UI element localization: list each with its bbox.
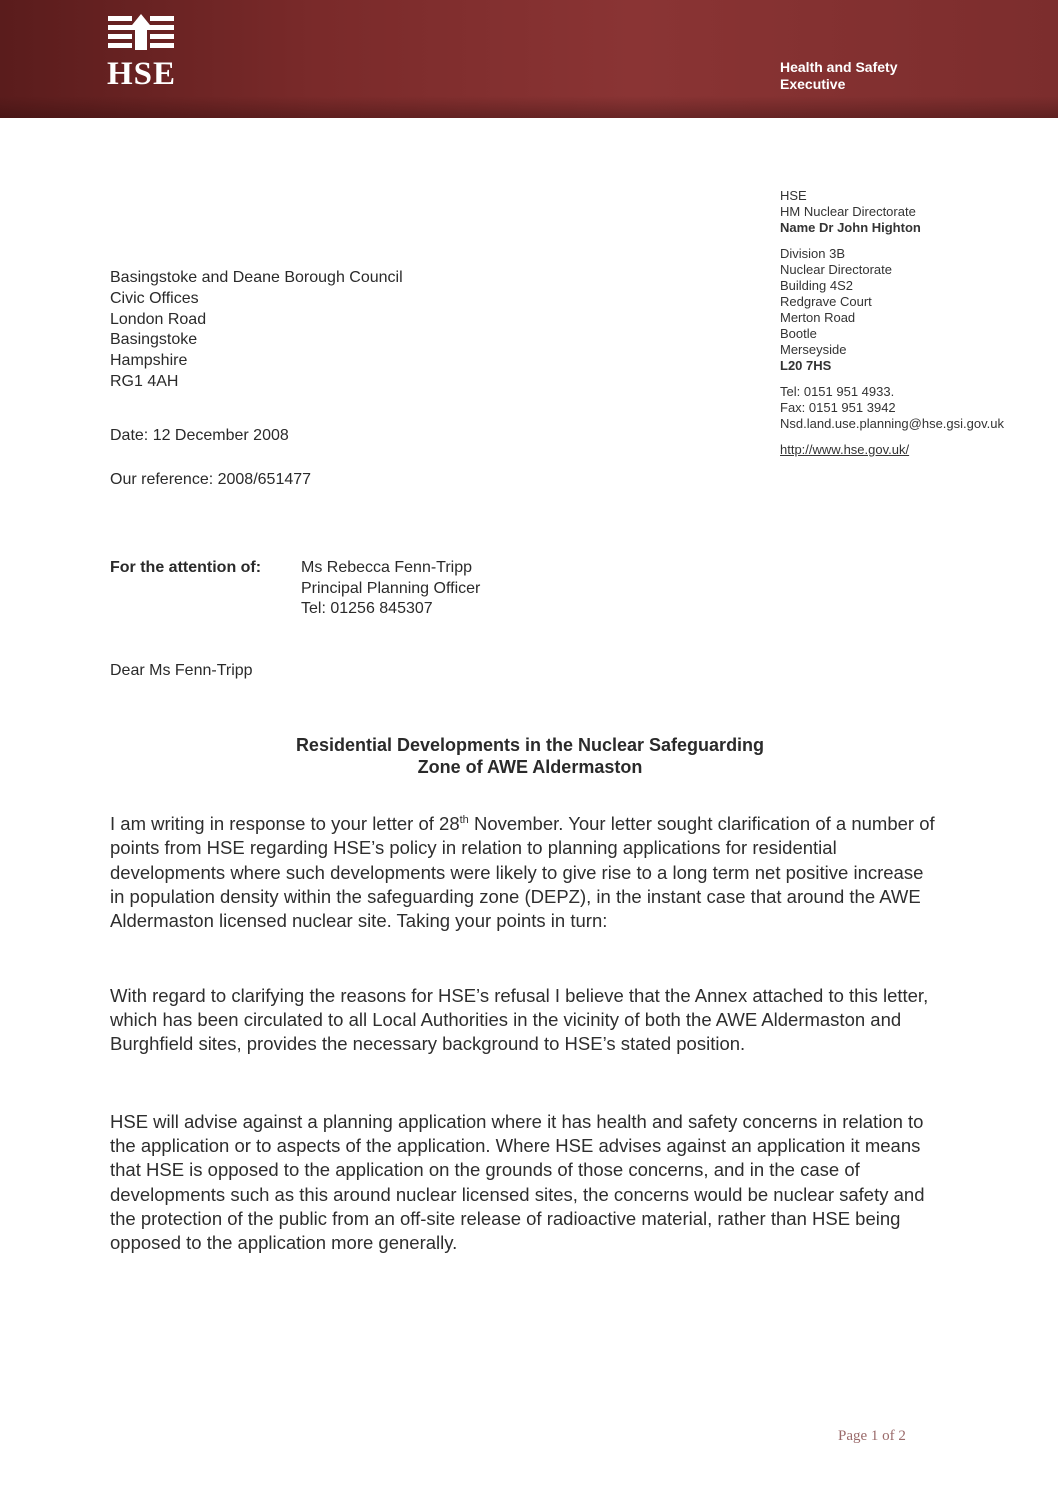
page-number: Page 1 of 2 [838,1428,906,1444]
letter-reference: Our reference: 2008/651477 [110,471,312,488]
subject-line1: Residential Developments in the Nuclear Safeguarding [295,735,765,755]
sender-directorate: HM Nuclear Directorate [780,204,916,219]
sender-fax: Fax: 0151 951 3942 [780,400,896,415]
org-name-line1: Health and Safety [780,59,898,75]
organisation-name [780,59,897,93]
salutation: Dear Ms Fenn-Tripp [110,662,253,679]
recipient-line: Basingstoke and Deane Borough Council [110,269,403,286]
attention-name: Ms Rebecca Fenn-Tripp [301,559,473,576]
sender-address-line: Merseyside [780,342,847,357]
recipient-line: London Road [110,310,207,328]
recipient-address [110,268,403,393]
recipient-line: Basingstoke [110,331,198,349]
sender-address-line: Nuclear Directorate [780,262,892,277]
banner-shade [0,96,1058,118]
recipient-line: Hampshire [110,352,188,370]
sender-website-link[interactable]: http://www.hse.gov.uk/ [780,442,910,457]
letter-date: Date: 12 December 2008 [110,427,289,444]
body-paragraph-1 [110,808,940,933]
logo-wordmark: HSE [107,56,177,92]
body-paragraph-3: HSE will advise against a planning application where it has health and safety concerns in relation to the application or to aspects of the application. Where HSE advises against an application it means that HSE is opposed to the application on the grounds of those concerns, and in the case of developments such as this around nuclear licensed sites, the concerns would be nuclear safety and the protection of the public from an off-site release of radioactive material, rather than HSE being opposed to the application more generally. [110,1111,925,1254]
attention-tel: Tel: 01256 845307 [301,600,433,617]
org-name-line2: Executive [780,76,846,92]
sender-org: HSE [780,188,807,203]
sender-address-line: Building 4S2 [780,278,853,293]
sender-address-line: Bootle [780,326,817,341]
sender-block [780,188,1004,458]
p1-start: I am writing in response to your letter of 28 [110,813,460,835]
letter-subject [110,734,950,778]
attention-label: For the attention of: [110,559,262,576]
sender-address-line: Division 3B [780,246,846,261]
body-paragraph-2: With regard to clarifying the reasons for HSE’s refusal I believe that the Annex attached to this letter, which has been circulated to all Local Authorities in the vicinity of both the AWE Aldermaston and Burghfield sites, provides the necessary background to HSE’s stated position. [110,985,929,1055]
sender-postcode: L20 7HS [780,358,832,373]
sender-name: Name Dr John Highton [780,220,921,235]
p1-rest: November. Your letter sought clarification of a number of points from HSE regarding HSE’s policy in relation to planning applications for residential developments where such developments were likely to give rise to a long term net positive increase in population density within the safeguarding zone (DEPZ), in the instant case that around the AWE Aldermaston licensed nuclear site. Taking your points in turn: [110,813,935,931]
sender-email[interactable]: Nsd.land.use.planning@hse.gsi.gov.uk [780,416,1004,431]
sender-tel: Tel: 0151 951 4933. [780,384,895,399]
letterhead-banner [0,0,1058,118]
sender-address-line: Redgrave Court [780,294,872,309]
attention-title: Principal Planning Officer [301,579,481,597]
sender-address-line: Merton Road [780,310,856,325]
recipient-line: Civic Offices [110,289,199,307]
p1-superscript: th [459,814,469,826]
recipient-line: RG1 4AH [110,372,179,390]
subject-line2: Zone of AWE Aldermaston [417,757,643,777]
